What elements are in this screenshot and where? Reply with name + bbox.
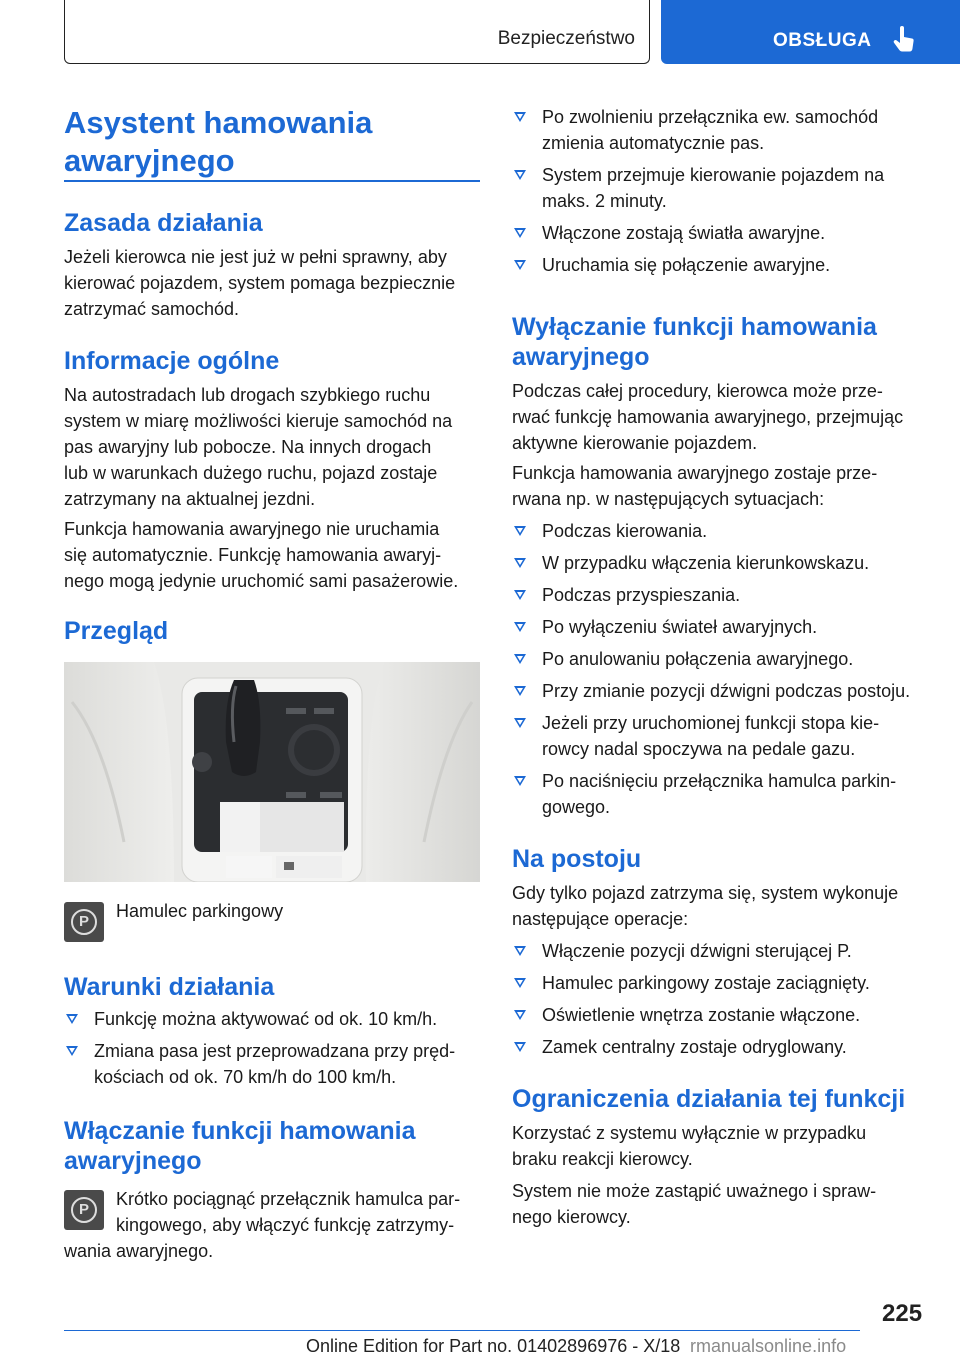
bullet-triangle-icon bbox=[514, 112, 526, 122]
center-console-illustration bbox=[64, 662, 480, 882]
bullet-triangle-icon bbox=[514, 686, 526, 696]
para-line: rwać funkcję hamowania awaryjnego, przejmując bbox=[512, 407, 904, 427]
bullet-triangle-icon bbox=[514, 1010, 526, 1020]
para-line: zatrzymać samochód. bbox=[64, 299, 240, 319]
list-item: Oświetlenie wnętrza zostanie włączone. bbox=[512, 1002, 860, 1028]
list-item: Po anulowaniu połączenia awaryjnego. bbox=[512, 646, 853, 672]
para-line: następujące operacje: bbox=[512, 909, 689, 929]
bullet-triangle-icon bbox=[514, 170, 526, 180]
bullet-triangle-icon bbox=[514, 228, 526, 238]
heading-informacje: Informacje ogólne bbox=[64, 347, 280, 375]
footer-edition: Online Edition for Part no. 01402896976 - X/18 bbox=[306, 1336, 681, 1356]
para-line: zatrzymany na aktualnej jezdni. bbox=[64, 489, 316, 509]
console-photo bbox=[64, 662, 480, 882]
bullet-triangle-icon bbox=[514, 654, 526, 664]
list-item-cont: gowego. bbox=[542, 797, 611, 817]
title-rule bbox=[64, 180, 480, 182]
para-line: Gdy tylko pojazd zatrzyma się, system wykonuje bbox=[512, 883, 899, 903]
list-item: Zmiana pasa jest przeprowadzana przy pręd- bbox=[64, 1038, 455, 1064]
list-item: Podczas kierowania. bbox=[512, 518, 707, 544]
header-chapter-tab bbox=[661, 0, 960, 64]
list-item: Uruchamia się połączenie awaryjne. bbox=[512, 252, 830, 278]
header-section-tab bbox=[64, 0, 650, 64]
list-item: System przejmuje kierowanie pojazdem na bbox=[512, 162, 884, 188]
bullet-triangle-icon bbox=[514, 526, 526, 536]
para-line: system w miarę możliwości kieruje samochód na bbox=[64, 411, 453, 431]
list-item: Zamek centralny zostaje odryglowany. bbox=[512, 1034, 847, 1060]
bullet-triangle-icon bbox=[514, 718, 526, 728]
para-line: pas awaryjny lub pobocze. Na innych drogach bbox=[64, 437, 432, 457]
parking-brake-icon: P bbox=[64, 902, 104, 942]
bullet-triangle-icon bbox=[514, 260, 526, 270]
bullet-triangle-icon bbox=[66, 1014, 78, 1024]
list-item: Włączone zostają światła awaryjne. bbox=[512, 220, 825, 246]
heading-przeglad: Przegląd bbox=[64, 617, 169, 645]
list-item-cont: kościach od ok. 70 km/h do 100 km/h. bbox=[94, 1067, 397, 1087]
list-item-cont: zmienia automatycznie pas. bbox=[542, 133, 765, 153]
list-item: Włączenie pozycji dźwigni sterującej P. bbox=[512, 938, 852, 964]
list-item: W przypadku włączenia kierunkowskazu. bbox=[512, 550, 869, 576]
photo-caption: Hamulec parkingowy bbox=[116, 901, 284, 921]
para-line: Funkcja hamowania awaryjnego nie uruchamia bbox=[64, 519, 440, 539]
bullet-triangle-icon bbox=[66, 1046, 78, 1056]
hand-pointer-icon bbox=[893, 26, 915, 54]
bullet-triangle-icon bbox=[514, 622, 526, 632]
para-line: się automatycznie. Funkcję hamowania awaryj- bbox=[64, 545, 442, 565]
footer-rule bbox=[64, 1330, 860, 1331]
page-title-line1: Asystent hamowania bbox=[64, 105, 373, 140]
para-line: nego kierowcy. bbox=[512, 1207, 631, 1227]
para-line: Jeżeli kierowca nie jest już w pełni sprawny, aby bbox=[64, 247, 447, 267]
header-section-title: Bezpieczeństwo bbox=[497, 28, 635, 49]
para-line: Krótko pociągnąć przełącznik hamulca par- bbox=[116, 1189, 461, 1209]
page-title-line2: awaryjnego bbox=[64, 143, 235, 178]
heading-wlaczanie-2: awaryjnego bbox=[64, 1147, 202, 1175]
heading-wlaczanie-1: Włączanie funkcji hamowania bbox=[64, 1117, 416, 1145]
heading-na-postoju: Na postoju bbox=[512, 845, 642, 873]
para-line: kingowego, aby włączyć funkcję zatrzymy- bbox=[116, 1215, 455, 1235]
heading-wylaczanie-1: Wyłączanie funkcji hamowania bbox=[512, 313, 877, 341]
para-line: nego mogą jedynie uruchomić sami pasażerowie. bbox=[64, 571, 459, 591]
list-item: Po zwolnieniu przełącznika ew. samochód bbox=[512, 104, 878, 130]
heading-wylaczanie-2: awaryjnego bbox=[512, 343, 650, 371]
heading-zasada: Zasada działania bbox=[64, 209, 263, 237]
para-line: lub w warunkach dużego ruchu, pojazd zostaje bbox=[64, 463, 438, 483]
bullet-triangle-icon bbox=[514, 946, 526, 956]
list-item: Po naciśnięciu przełącznika hamulca parkin- bbox=[512, 768, 896, 794]
page-number: 225 bbox=[882, 1300, 923, 1327]
para-line: aktywne kierowanie pojazdem. bbox=[512, 433, 758, 453]
list-item: Funkcję można aktywować od ok. 10 km/h. bbox=[64, 1006, 437, 1032]
heading-warunki: Warunki działania bbox=[64, 973, 275, 1001]
para-line: kierować pojazdem, system pomaga bezpiecznie bbox=[64, 273, 456, 293]
list-item: Hamulec parkingowy zostaje zaciągnięty. bbox=[512, 970, 870, 996]
para-line: Korzystać z systemu wyłącznie w przypadku bbox=[512, 1123, 867, 1143]
list-item: Po wyłączeniu świateł awaryjnych. bbox=[512, 614, 817, 640]
para-line: Na autostradach lub drogach szybkiego ruchu bbox=[64, 385, 431, 405]
bullet-triangle-icon bbox=[514, 776, 526, 786]
para-line: wania awaryjnego. bbox=[64, 1241, 214, 1261]
bullet-triangle-icon bbox=[514, 1042, 526, 1052]
parking-brake-icon: P bbox=[64, 1190, 104, 1230]
para-line: Podczas całej procedury, kierowca może prze- bbox=[512, 381, 883, 401]
para-line: Funkcja hamowania awaryjnego zostaje prze- bbox=[512, 463, 878, 483]
bullet-triangle-icon bbox=[514, 978, 526, 988]
para-line: rwana np. w następujących sytuacjach: bbox=[512, 489, 825, 509]
list-item: Jeżeli przy uruchomionej funkcji stopa kie- bbox=[512, 710, 879, 736]
bullet-triangle-icon bbox=[514, 590, 526, 600]
list-item-cont: rowcy nadal spoczywa na pedale gazu. bbox=[542, 739, 856, 759]
bullet-triangle-icon bbox=[514, 558, 526, 568]
list-item-cont: maks. 2 minuty. bbox=[542, 191, 667, 211]
heading-ograniczenia: Ograniczenia działania tej funkcji bbox=[512, 1085, 906, 1113]
watermark: rmanualsonline.info bbox=[690, 1336, 847, 1356]
para-line: System nie może zastąpić uważnego i spraw- bbox=[512, 1181, 877, 1201]
list-item: Przy zmianie pozycji dźwigni podczas postoju. bbox=[512, 678, 910, 704]
header-chapter-title: OBSŁUGA bbox=[773, 30, 872, 51]
para-line: braku reakcji kierowcy. bbox=[512, 1149, 693, 1169]
list-item: Podczas przyspieszania. bbox=[512, 582, 740, 608]
